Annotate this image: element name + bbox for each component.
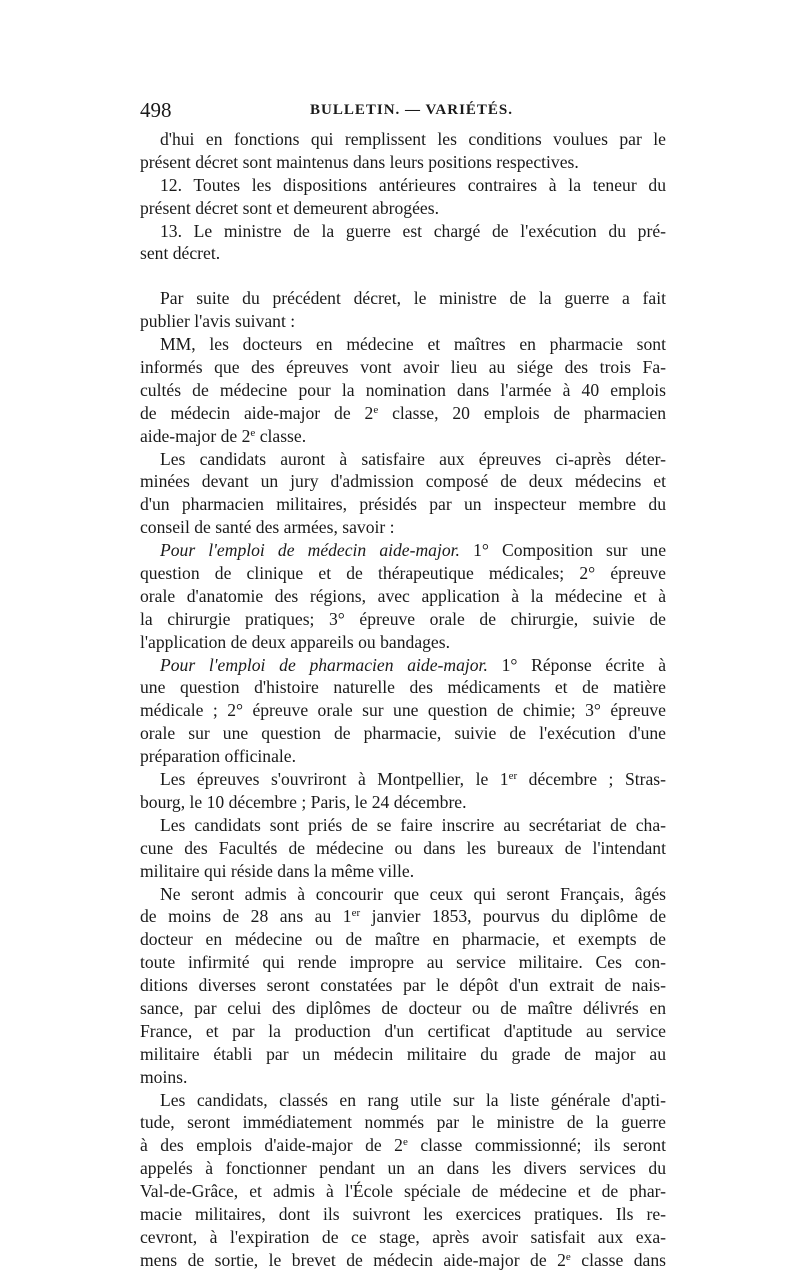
body-text (140, 128, 666, 1272)
text-line: orale sur une question de pharmacie, suivie de l'exécution d'une (140, 723, 666, 744)
text-line: sance, par celui des diplômes de docteur ou de maître délivrés en (140, 997, 666, 1018)
text-line: Val-de-Grâce, et admis à l'École spéciale de médecine et de phar- (140, 1181, 666, 1202)
text-line: cultés de médecine pour la nomination dans l'armée à 40 emplois (140, 379, 666, 400)
text-line: tude, seront immédiatement nommés par le ministre de la guerre (140, 1112, 666, 1133)
text-line: présent décret sont maintenus dans leurs positions respectives. (140, 151, 579, 172)
text-line: médicale ; 2° épreuve orale sur une question de chimie; 3° épreuve (140, 700, 666, 721)
text-line: toute infirmité qui rende impropre au service militaire. Ces con- (140, 952, 666, 973)
text-line: ditions diverses seront constatées par le dépôt d'un extrait de nais- (140, 975, 666, 996)
text-line: MM, les docteurs en médecine et maîtres en pharmacie sont (160, 334, 666, 355)
text-line: orale d'anatomie des régions, avec application à la médecine et à (140, 585, 666, 606)
text-line: militaire établi par un médecin militaire du grade de major au (140, 1043, 666, 1064)
text-line: une question d'histoire naturelle des médicaments et de matière (140, 677, 666, 698)
text-line: préparation officinale. (140, 746, 296, 767)
text-line: moins. (140, 1066, 188, 1087)
text-line: de moins de 28 ans au 1er janvier 1853, pourvus du diplôme de (140, 906, 666, 927)
text-line: l'application de deux appareils ou bandages. (140, 631, 450, 652)
text-line: docteur en médecine ou de maître en pharmacie, et exempts de (140, 929, 666, 950)
text-line: militaire qui réside dans la même ville. (140, 860, 415, 881)
text-line: à des emplois d'aide-major de 2e classe commissionné; ils seront (140, 1135, 666, 1156)
text-line: cune des Facultés de médecine ou dans les bureaux de l'intendant (140, 837, 666, 858)
text-line: la chirurgie pratiques; 3° épreuve orale de chirurgie, suivie de (140, 608, 666, 629)
page-number: 498 (140, 98, 172, 122)
text-line: appelés à fonctionner pendant un an dans les divers services du (140, 1158, 666, 1179)
text-line: publier l'avis suivant : (140, 311, 296, 332)
text-line: d'un pharmacien militaires, présidés par un inspecteur membre du (140, 494, 666, 515)
text-line: mens de sortie, le brevet de médecin aide-major de 2e classe dans (140, 1249, 666, 1270)
text-line: cevront, à l'expiration de ce stage, après avoir satisfait aux exa- (140, 1226, 666, 1247)
text-line: de médecin aide-major de 2e classe, 20 emplois de pharmacien (140, 402, 666, 423)
text-line: question de clinique et de thérapeutique médicales; 2° épreuve (140, 563, 666, 584)
running-head: BULLETIN. — VARIÉTÉS. (310, 102, 514, 118)
text-line: minées devant un jury d'admission composé de deux médecins et (140, 471, 666, 492)
text-line: macie militaires, dont ils suivront les exercices pratiques. Ils re- (140, 1203, 666, 1224)
text-line: Pour l'emploi de médecin aide-major. 1° Composition sur une (160, 540, 666, 561)
text-line: Ne seront admis à concourir que ceux qui seront Français, âgés (160, 883, 666, 904)
text-line: 12. Toutes les dispositions antérieures contraires à la teneur du (160, 174, 666, 195)
text-line: Les candidats sont priés de se faire inscrire au secrétariat de cha- (160, 814, 666, 835)
text-line: Les candidats auront à satisfaire aux épreuves ci-après déter- (160, 448, 666, 469)
text-line: conseil de santé des armées, savoir : (140, 517, 395, 538)
text-line: aide-major de 2e classe. (140, 425, 307, 446)
text-line: France, et par la production d'un certificat d'aptitude au service (140, 1020, 666, 1041)
text-line: Par suite du précédent décret, le ministre de la guerre a fait (160, 288, 666, 309)
text-line: informés que des épreuves vont avoir lieu au siége des trois Fa- (140, 357, 666, 378)
text-line: 13. Le ministre de la guerre est chargé de l'exécution du pré- (160, 220, 666, 241)
page-header (140, 98, 666, 124)
text-line: bourg, le 10 décembre ; Paris, le 24 décembre. (140, 791, 467, 812)
text-line: Les candidats, classés en rang utile sur la liste générale d'apti- (160, 1089, 666, 1110)
text-line: sent décret. (140, 243, 221, 264)
text-line: présent décret sont et demeurent abrogées. (140, 197, 439, 218)
text-line: d'hui en fonctions qui remplissent les conditions voulues par le (160, 129, 666, 149)
text-line: Pour l'emploi de pharmacien aide-major. 1° Réponse écrite à (160, 654, 666, 675)
text-line: Les épreuves s'ouvriront à Montpellier, le 1er décembre ; Stras- (160, 769, 666, 790)
